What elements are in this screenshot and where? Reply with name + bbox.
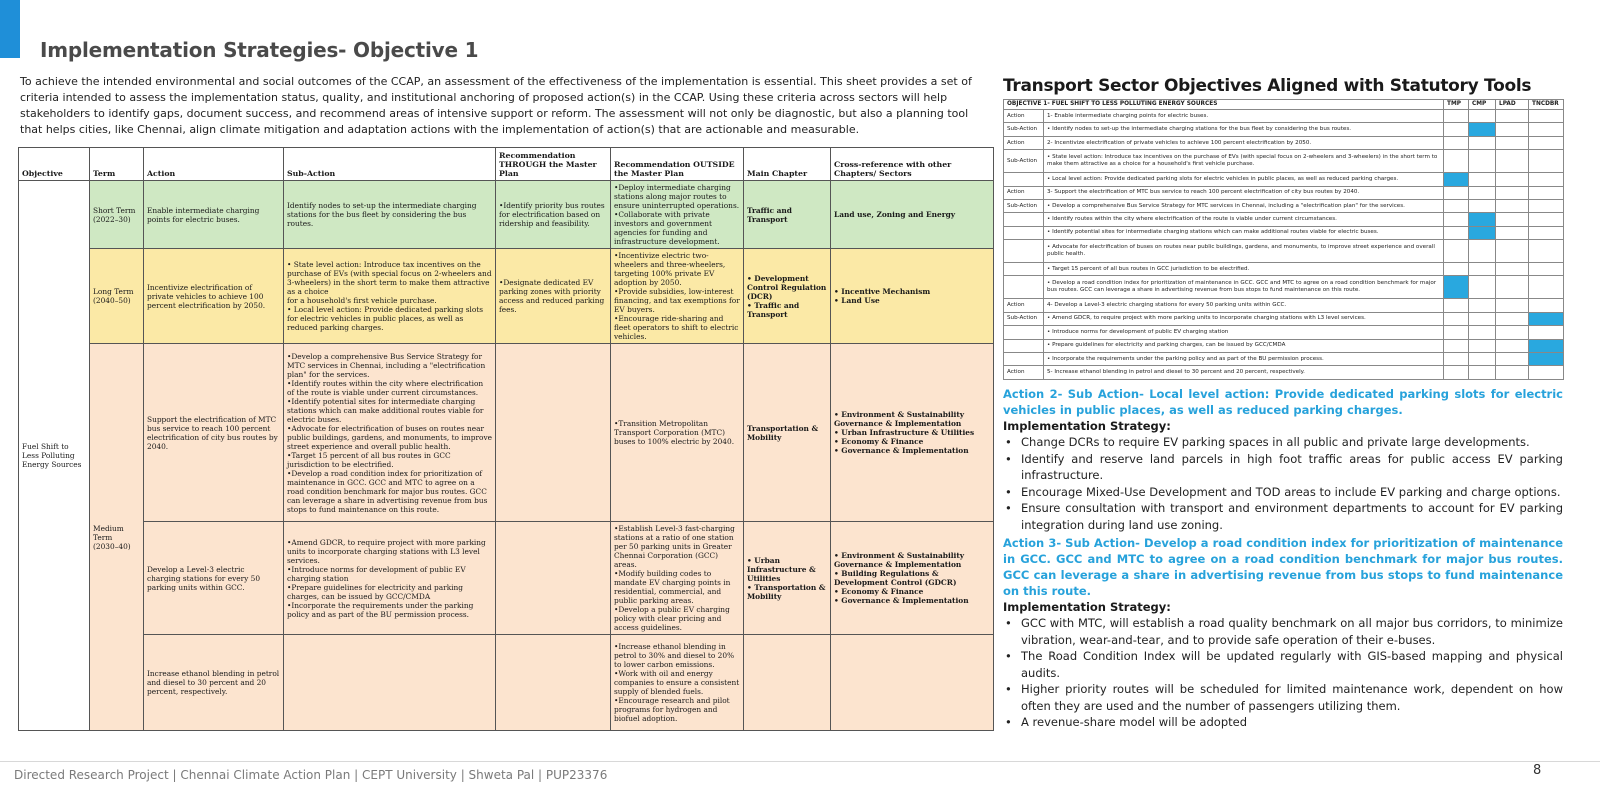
table-row [19,344,994,522]
statutory-mark-tmp [1444,136,1469,149]
implementation-table [18,147,994,731]
statutory-row [1004,276,1564,299]
statutory-mark-tmp [1444,226,1469,239]
statutory-row [1004,312,1564,325]
header-sub-action: Sub-Action [284,148,496,181]
header-cross-reference: Cross-reference with other Chapters/ Sectors [831,148,994,181]
header-action: Action [144,148,284,181]
statutory-mark-tmp [1444,263,1469,276]
through-cell: •Designate dedicated EV parking zones with priority access and reduced parking fees. [496,249,611,344]
statutory-row-label [1004,326,1044,339]
statutory-mark-lpad [1496,326,1529,339]
statutory-mark-lpad [1496,366,1529,380]
statutory-mark-cmp [1469,136,1496,149]
action-cell: Support the electrification of MTC bus service to reach 100 percent electrification of city bus routes by 2040. [144,344,284,522]
action-cell: Develop a Level-3 electric charging stations for every 50 parking units within GCC. [144,522,284,635]
chapter-cell: • Urban Infrastructure & Utilities • Transportation & Mobility [744,522,831,635]
statutory-mark-lpad [1496,263,1529,276]
statutory-mark-lpad [1496,299,1529,312]
statutory-mark-cmp [1469,213,1496,226]
statutory-row-text: • Local level action: Provide dedicated parking slots for electric vehicles in public places, as well as reduced parking charges. [1044,173,1444,186]
list-item: • Ensure consultation with transport and environment departments to account for EV parking integration during land use zoning. [1021,500,1563,533]
action-3-heading: Action 3- Sub Action- Develop a road condition index for prioritization of maintenance in GCC. GCC and MTC to agree on a road condition benchmark for major bus routes. GCC can leverage a share in advertising revenue from bus stops to fund maintenance on this route. [1003,536,1563,598]
statutory-mark-lpad [1496,199,1529,212]
statutory-row-text: • Prepare guidelines for electricity and parking charges, can be issued by GCC/CMDA [1044,339,1444,352]
statutory-mark-lpad [1496,186,1529,199]
statutory-mark-cmp [1469,173,1496,186]
statutory-mark-lpad [1496,240,1529,263]
statutory-mark-tncdbr [1529,213,1564,226]
table-row [19,249,994,344]
statutory-row-label [1004,213,1044,226]
statutory-row [1004,173,1564,186]
statutory-mark-lpad [1496,136,1529,149]
statutory-mark-tncdbr [1529,240,1564,263]
statutory-mark-tncdbr [1529,199,1564,212]
statutory-mark-tncdbr [1529,312,1564,325]
statutory-mark-tmp [1444,240,1469,263]
chapter-cell: Traffic and Transport [744,181,831,249]
statutory-row-text: • Target 15 percent of all bus routes in GCC jurisdiction to be electrified. [1044,263,1444,276]
footer-divider [0,761,1600,762]
action-2-bullets [1003,434,1563,533]
statutory-mark-tmp [1444,110,1469,123]
statutory-mark-tncdbr [1529,276,1564,299]
table-row [19,635,994,731]
statutory-mark-tncdbr [1529,136,1564,149]
outside-cell: •Establish Level-3 fast-charging stations at a ratio of one station per 50 parking units in Greater Chennai Corporation (GCC) areas. •Modify building codes to mandate EV charging points in residential, commercial, and public parking areas. •Develop a public EV charging policy with clear pricing and access guidelines. [611,522,744,635]
statutory-tools-table [1003,99,1564,380]
statutory-row-text: • Amend GDCR, to require project with more parking units to incorporate charging stations with L3 level services. [1044,312,1444,325]
header-through-master-plan: Recommendation THROUGH the Master Plan [496,148,611,181]
sub-action-cell: Identify nodes to set-up the intermediate charging stations for the bus fleet by considering the bus routes. [284,181,496,249]
statutory-row-label: Action [1004,110,1044,123]
statutory-row-text: • Advocate for electrification of buses on routes near public buildings, gardens, and monuments, to improve street experience and overall public health. [1044,240,1444,263]
cross-cell [831,635,994,731]
sub-action-cell [284,635,496,731]
outside-cell: •Transition Metropolitan Transport Corporation (MTC) buses to 100% electric by 2040. [611,344,744,522]
statutory-mark-lpad [1496,276,1529,299]
statutory-row-label [1004,352,1044,365]
table-header-row [19,148,994,181]
statutory-mark-lpad [1496,339,1529,352]
statutory-mark-cmp [1469,299,1496,312]
statutory-header-lpad: LPAD [1496,100,1529,110]
table-row [19,522,994,635]
statutory-row [1004,326,1564,339]
outside-cell: •Incentivize electric two-wheelers and three-wheelers, targeting 100% private EV adoption by 2050. •Provide subsidies, low-interest financing, and tax exemptions for EV buyers. •Encourage ride-sharing and fleet operators to shift to electric vehicles. [611,249,744,344]
statutory-mark-cmp [1469,276,1496,299]
statutory-row [1004,339,1564,352]
statutory-mark-lpad [1496,312,1529,325]
statutory-row-label: Action [1004,366,1044,380]
statutory-mark-lpad [1496,213,1529,226]
chapter-cell: • Development Control Regulation (DCR) • Traffic and Transport [744,249,831,344]
statutory-row-label: Sub-Action [1004,312,1044,325]
statutory-mark-cmp [1469,263,1496,276]
statutory-row-text: • Introduce norms for development of public EV charging station [1044,326,1444,339]
cross-cell: Land use, Zoning and Energy [831,181,994,249]
statutory-row-label [1004,339,1044,352]
statutory-mark-cmp [1469,150,1496,173]
action-3-section [1003,535,1563,731]
statutory-mark-cmp [1469,352,1496,365]
chapter-cell: Transportation & Mobility [744,344,831,522]
statutory-row-text: • Develop a comprehensive Bus Service Strategy for MTC services in Chennai, including a "electrification plan" for the services. [1044,199,1444,212]
intro-paragraph: To achieve the intended environmental and social outcomes of the CCAP, an assessment of the effectiveness of the implementation is essential. This sheet provides a set of criteria intended to assess the implementation status, quality, and institutional anchoring of proposed action(s) in the CCAP. Using these criteria across sectors will help stakeholders to identify gaps, document success, and recommend areas of intensive support or reform. The assessment will not only be diagnostic, but also a planning tool that helps cities, like Chennai, align climate mitigation and adaptation actions with the implementation of action(s) that are actionable and measurable. [20,75,972,136]
statutory-row-label: Sub-Action [1004,123,1044,136]
statutory-mark-tncdbr [1529,339,1564,352]
header-outside-master-plan: Recommendation OUTSIDE the Master Plan [611,148,744,181]
table-row [19,181,994,249]
page-number: 8 [1533,763,1542,778]
statutory-row-text: • Develop a road condition index for prioritization of maintenance in GCC. GCC and MTC to agree on a road condition benchmark for major bus routes. GCC can leverage a share in advertising revenue from bus stops to fund maintenance on this route. [1044,276,1444,299]
action-cell: Incentivize electrification of private vehicles to achieve 100 percent electrification by 2050. [144,249,284,344]
statutory-mark-tmp [1444,199,1469,212]
statutory-mark-lpad [1496,123,1529,136]
statutory-row-text: 1- Enable intermediate charging points for electric buses. [1044,110,1444,123]
term-cell: Medium Term (2030–40) [90,344,144,731]
statutory-mark-tmp [1444,352,1469,365]
accent-bar [0,0,20,58]
statutory-row-text: • Incorporate the requirements under the parking policy and as part of the BU permission process. [1044,352,1444,365]
header-objective: Objective [19,148,90,181]
outside-cell: •Deploy intermediate charging stations along major routes to ensure uninterrupted operations. •Collaborate with private investors and government agencies for funding and infrastructure development. [611,181,744,249]
list-item: • The Road Condition Index will be updated regularly with GIS-based mapping and physical audits. [1021,648,1563,681]
statutory-mark-cmp [1469,226,1496,239]
statutory-row-text: 4- Develop a Level-3 electric charging stations for every 50 parking units within GCC. [1044,299,1444,312]
statutory-row [1004,263,1564,276]
statutory-mark-cmp [1469,199,1496,212]
statutory-header-row [1004,100,1564,110]
statutory-mark-tncdbr [1529,366,1564,380]
statutory-row [1004,199,1564,212]
statutory-header-cmp: CMP [1469,100,1496,110]
cross-cell: • Environment & Sustainability Governance & Implementation • Urban Infrastructure & Utilities • Economy & Finance • Governance & Implementation [831,344,994,522]
action-cell: Increase ethanol blending in petrol and diesel to 30 percent and 20 percent, respectively. [144,635,284,731]
statutory-mark-tncdbr [1529,226,1564,239]
statutory-mark-cmp [1469,110,1496,123]
statutory-row-label [1004,173,1044,186]
sub-action-cell: •Develop a comprehensive Bus Service Strategy for MTC services in Chennai, including a "electrification plan" for the services. •Identify routes within the city where electrification of the route is viable under current circumstances. •Identify potential sites for intermediate charging stations which can make additional routes viable for electric buses. •Advocate for electrification of buses on routes near public buildings, gardens, and monuments, to improve street experience and overall public health. •Target 15 percent of all bus routes in GCC jurisdiction to be electrified. •Develop a road condition index for prioritization of maintenance in GCC. GCC and MTC to agree on a road condition benchmark for major bus routes. GCC can leverage a share in advertising revenue from bus stops to fund maintenance on this route. [284,344,496,522]
statutory-row-label [1004,240,1044,263]
statutory-mark-tmp [1444,366,1469,380]
through-cell [496,344,611,522]
action-cell: Enable intermediate charging points for electric buses. [144,181,284,249]
statutory-mark-lpad [1496,352,1529,365]
statutory-mark-cmp [1469,366,1496,380]
statutory-mark-tmp [1444,186,1469,199]
statutory-mark-tmp [1444,312,1469,325]
statutory-row-label: Action [1004,186,1044,199]
statutory-mark-cmp [1469,240,1496,263]
through-cell: •Identify priority bus routes for electrification based on ridership and feasibility. [496,181,611,249]
statutory-header-tmp: TMP [1444,100,1469,110]
statutory-mark-tncdbr [1529,150,1564,173]
statutory-row-text: • State level action: Introduce tax incentives on the purchase of EVs (with special focus on 2-wheelers and 3-wheelers) in the short term to make them attractive as a choice for a household's first vehicle purchase. [1044,150,1444,173]
list-item: • Change DCRs to require EV parking spaces in all public and private large developments. [1021,434,1563,451]
statutory-row [1004,213,1564,226]
action-2-impl-label: Implementation Strategy: [1003,419,1171,433]
action-2-section [1003,386,1563,533]
statutory-mark-tncdbr [1529,186,1564,199]
statutory-mark-tncdbr [1529,299,1564,312]
statutory-mark-lpad [1496,150,1529,173]
statutory-mark-tmp [1444,276,1469,299]
objective-cell: Fuel Shift to Less Polluting Energy Sources [19,181,90,731]
term-cell: Long Term (2040–50) [90,249,144,344]
statutory-row-label: Action [1004,136,1044,149]
statutory-row [1004,110,1564,123]
statutory-mark-tncdbr [1529,352,1564,365]
statutory-row-text: 3- Support the electrification of MTC bus service to reach 100 percent electrification of city bus routes by 2040. [1044,186,1444,199]
statutory-row-text: • Identify nodes to set-up the intermediate charging stations for the bus fleet by considering the bus routes. [1044,123,1444,136]
statutory-row [1004,299,1564,312]
statutory-row [1004,150,1564,173]
statutory-mark-lpad [1496,226,1529,239]
list-item: • Encourage Mixed-Use Development and TOD areas to include EV parking and charge options. [1021,484,1563,501]
statutory-mark-tncdbr [1529,110,1564,123]
statutory-row-label [1004,226,1044,239]
statutory-row-text: • Identify routes within the city where electrification of the route is viable under current circumstances. [1044,213,1444,226]
statutory-row-text: • Identify potential sites for intermediate charging stations which can make additional routes viable for electric buses. [1044,226,1444,239]
statutory-mark-cmp [1469,339,1496,352]
statutory-mark-tncdbr [1529,263,1564,276]
statutory-mark-tmp [1444,213,1469,226]
statutory-mark-lpad [1496,173,1529,186]
statutory-mark-cmp [1469,326,1496,339]
statutory-row-label [1004,263,1044,276]
statutory-row [1004,226,1564,239]
statutory-header-tncdbr: TNCDBR [1529,100,1564,110]
statutory-mark-tmp [1444,339,1469,352]
outside-cell: •Increase ethanol blending in petrol to 30% and diesel to 20% to lower carbon emissions. •Work with oil and energy companies to ensure a consistent supply of blended fuels. •Encourage research and pilot programs for hydrogen and biofuel adoption. [611,635,744,731]
statutory-mark-cmp [1469,123,1496,136]
statutory-row [1004,240,1564,263]
statutory-mark-tmp [1444,299,1469,312]
statutory-mark-tmp [1444,326,1469,339]
page-title: Implementation Strategies- Objective 1 [40,38,479,62]
statutory-row-text: 5- Increase ethanol blending in petrol and diesel to 30 percent and 20 percent, respectively. [1044,366,1444,380]
list-item: • Identify and reserve land parcels in high foot traffic areas for public access EV parking infrastructure. [1021,451,1563,484]
through-cell [496,635,611,731]
statutory-row [1004,186,1564,199]
statutory-mark-lpad [1496,110,1529,123]
statutory-header-objective: OBJECTIVE 1- FUEL SHIFT TO LESS POLLUTING ENERGY SOURCES [1004,100,1444,110]
statutory-tools-title: Transport Sector Objectives Aligned with Statutory Tools [1003,76,1532,96]
term-cell: Short Term (2022–30) [90,181,144,249]
cross-cell: • Environment & Sustainability Governance & Implementation • Building Regulations & Development Control (GDCR) • Economy & Finance • Governance & Implementation [831,522,994,635]
statutory-row [1004,366,1564,380]
action-2-heading: Action 2- Sub Action- Local level action: Provide dedicated parking slots for electric vehicles in public places, as well as reduced parking charges. [1003,387,1563,417]
statutory-row [1004,136,1564,149]
sub-action-cell: • State level action: Introduce tax incentives on the purchase of EVs (with special focus on 2-wheelers and 3-wheelers) in the short term to make them attractive as a choice for a household's first vehicle purchase. • Local level action: Provide dedicated parking slots for electric vehicles in public places, as well as reduced parking charges. [284,249,496,344]
list-item: • GCC with MTC, will establish a road quality benchmark on all major bus corridors, to minimize vibration, wear-and-tear, and to provide safe operation of their e-buses. [1021,615,1563,648]
through-cell [496,522,611,635]
statutory-row-label [1004,276,1044,299]
list-item: • A revenue-share model will be adopted [1021,714,1563,731]
action-3-bullets [1003,615,1563,731]
statutory-row-label: Sub-Action [1004,150,1044,173]
header-main-chapter: Main Chapter [744,148,831,181]
sub-action-cell: •Amend GDCR, to require project with more parking units to incorporate charging stations with L3 level services. •Introduce norms for development of public EV charging station •Prepare guidelines for electricity and parking charges, can be issued by GCC/CMDA •Incorporate the requirements under the parking policy and as part of the BU permission process. [284,522,496,635]
footer-text: Directed Research Project | Chennai Climate Action Plan | CEPT University | Shweta Pal | PUP23376 [14,768,608,782]
statutory-row [1004,123,1564,136]
cross-cell: • Incentive Mechanism • Land Use [831,249,994,344]
statutory-mark-tmp [1444,150,1469,173]
statutory-mark-tmp [1444,123,1469,136]
statutory-mark-cmp [1469,312,1496,325]
statutory-mark-tmp [1444,173,1469,186]
statutory-row-text: 2- Incentivize electrification of private vehicles to achieve 100 percent electrification by 2050. [1044,136,1444,149]
statutory-row [1004,352,1564,365]
statutory-row-label: Sub-Action [1004,199,1044,212]
statutory-row-label: Action [1004,299,1044,312]
header-term: Term [90,148,144,181]
list-item: • Higher priority routes will be scheduled for limited maintenance work, dependent on how often they are used and the number of passengers utilizing them. [1021,681,1563,714]
chapter-cell [744,635,831,731]
action-3-impl-label: Implementation Strategy: [1003,600,1171,614]
statutory-mark-tncdbr [1529,326,1564,339]
statutory-mark-cmp [1469,186,1496,199]
statutory-mark-tncdbr [1529,123,1564,136]
statutory-mark-tncdbr [1529,173,1564,186]
